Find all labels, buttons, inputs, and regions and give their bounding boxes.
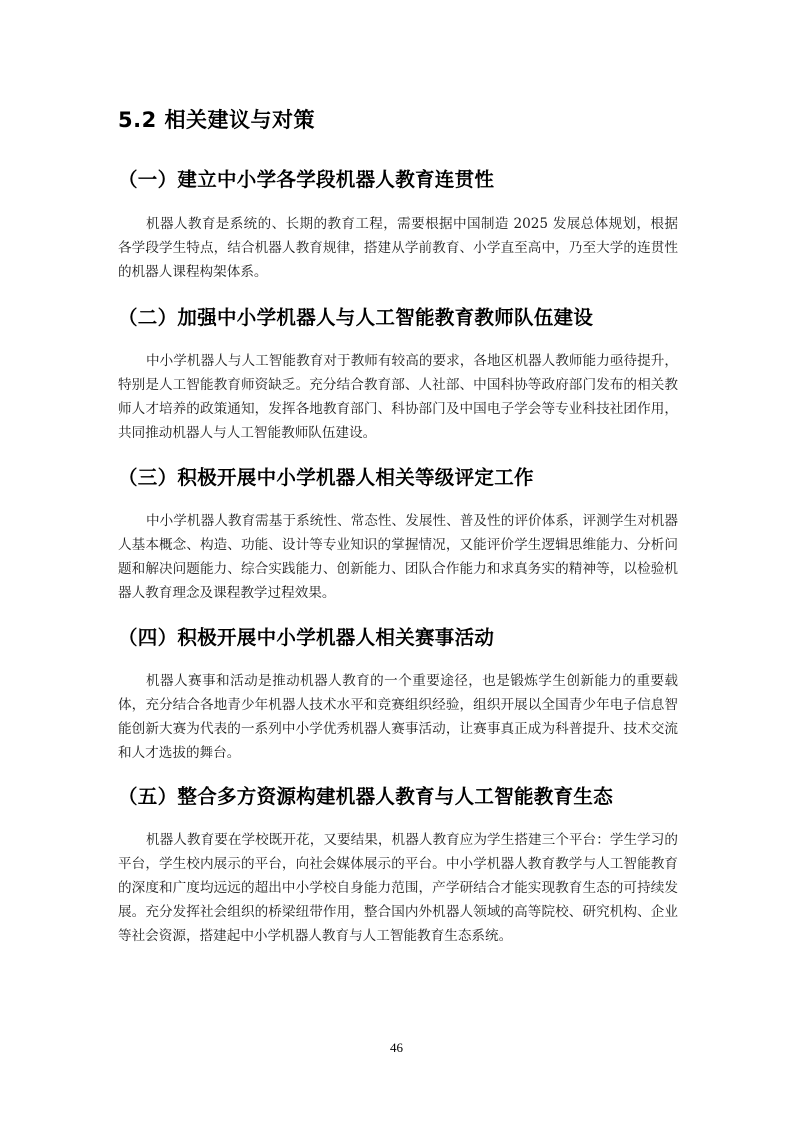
subsection-body-3: 中小学机器人教育需基于系统性、常态性、发展性、普及性的评价体系，评测学生对机器人基本概念、构造、功能、设计等专业知识的掌握情况，又能评价学生逻辑思维能力、分析问题和解决问题能力、综合实践能力、创新能力、团队合作能力和求真务实的精神等，以检验机器人教育理念及课程教学过程效果。 (118, 513, 678, 601)
subsection-heading-3: （三）积极开展中小学机器人相关等级评定工作 (118, 466, 534, 489)
subsection-heading-4: （四）积极开展中小学机器人相关赛事活动 (118, 626, 495, 649)
subsection-body-4: 机器人赛事和活动是推动机器人教育的一个重要途径，也是锻炼学生创新能力的重要载体，充分结合各地青少年机器人技术水平和竞赛组织经验，组织开展以全国青少年电子信息智能创新大赛为代表的一系列中小学优秀机器人赛事活动，让赛事真正成为科普提升、技术交流和人才选拔的舞台。 (118, 673, 678, 761)
subsection-heading-5: （五）整合多方资源构建机器人教育与人工智能教育生态 (118, 785, 614, 808)
subsection-body-5: 机器人教育要在学校既开花，又要结果，机器人教育应为学生搭建三个平台：学生学习的平台，学生校内展示的平台，向社会媒体展示的平台。中小学机器人教育教学与人工智能教育的深度和广度均远远的超出中小学校自身能力范围，产学研结合才能实现教育生态的可持续发展。充分发挥社会组织的桥梁纽带作用，整合国内外机器人领域的高等院校、研究机构、企业等社会资源，搭建起中小学机器人教育与人工智能教育生态系统。 (118, 832, 678, 944)
page-number: 46 (390, 1040, 403, 1055)
subsection-body-2: 中小学机器人与人工智能教育对于教师有较高的要求，各地区机器人教师能力亟待提升，特别是人工智能教育师资缺乏。充分结合教育部、人社部、中国科协等政府部门发布的相关教师人才培养的政策通知，发挥各地教育部门、科协部门及中国电子学会等专业科技社团作用，共同推动机器人与人工智能教师队伍建设。 (118, 353, 678, 441)
subsection-heading-2: （二）加强中小学机器人与人工智能教育教师队伍建设 (118, 306, 594, 329)
section-heading: 5.2 相关建议与对策 (118, 108, 316, 132)
subsection-body-1: 机器人教育是系统的、长期的教育工程，需要根据中国制造 2025 发展总体规划，根据各学段学生特点，结合机器人教育规律，搭建从学前教育、小学直至高中，乃至大学的连贯性的机器人课程构架体系。 (118, 216, 678, 280)
subsection-heading-1: （一）建立中小学各学段机器人教育连贯性 (118, 168, 495, 191)
